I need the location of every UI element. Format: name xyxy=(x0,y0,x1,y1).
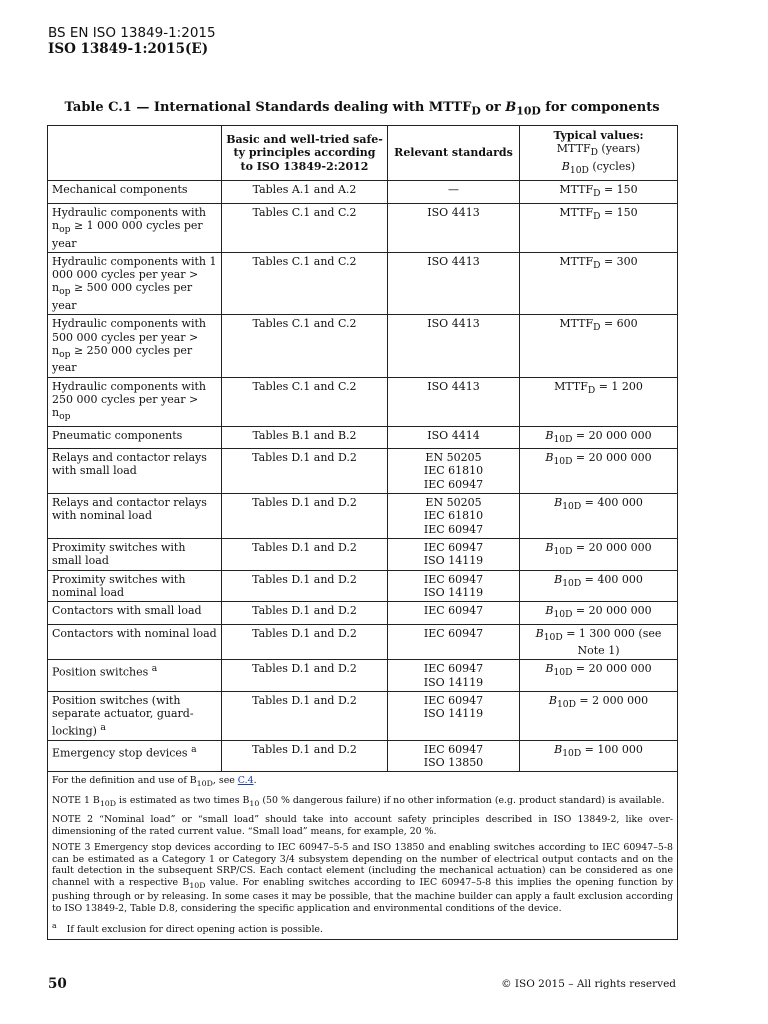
component-cell: Relays and contactor relays with nominal load xyxy=(48,494,222,539)
standards-cell: ISO 4413 xyxy=(388,252,520,314)
standards-cell: IEC 60947 ISO 14119 xyxy=(388,660,520,692)
standards-cell: EN 50205 IEC 61810 IEC 60947 xyxy=(388,494,520,539)
value-cell: $B_{10D} = 20$ 000 000 xyxy=(520,426,678,448)
principles-cell: Tables D.1 and D.2 xyxy=(222,570,388,602)
principles-cell: Tables C.1 and C.2 xyxy=(222,203,388,252)
value-cell: $B_{10D} = 400$ 000 xyxy=(520,570,678,602)
table-row xyxy=(48,426,678,448)
value-cell: $B_{10D} = 20$ 000 000 xyxy=(520,449,678,494)
standards-cell: IEC 60947 xyxy=(388,602,520,624)
component-cell: Relays and contactor relays with small load xyxy=(48,449,222,494)
value-cell: $MTTF_D = 150$ xyxy=(520,181,678,203)
clause-c4-link[interactable]: C.4 xyxy=(237,775,254,787)
value-cell: $B_{10D} = 20$ 000 000 xyxy=(520,660,678,692)
value-cell: $B_{10D} = 20$ 000 000 xyxy=(520,538,678,570)
footnote-a: $^a$ If fault exclusion for direct opening action is possible. xyxy=(52,920,323,935)
standards-cell: IEC 60947 xyxy=(388,624,520,660)
component-cell: Pneumatic components xyxy=(48,426,222,448)
standards-cell: IEC 60947 ISO 14119 xyxy=(388,538,520,570)
table-row xyxy=(48,252,678,314)
table-row xyxy=(48,203,678,252)
header-component xyxy=(48,126,222,181)
table-row xyxy=(48,494,678,539)
component-cell: Mechanical components xyxy=(48,181,222,203)
component-cell: Proximity switches with nominal load xyxy=(48,570,222,602)
table-header-row xyxy=(48,126,678,181)
component-cell: Hydraulic components with 250 000 cycles per year > $n_{op}$ xyxy=(48,377,222,426)
component-cell: Contactors with small load xyxy=(48,602,222,624)
value-cell: $MTTF_D = 300$ xyxy=(520,252,678,314)
principles-cell: Tables D.1 and D.2 xyxy=(222,624,388,660)
component-cell: Hydraulic components with 1 000 000 cycles per year > $n_{op} \ge 500$ 000 cycles per year xyxy=(48,252,222,314)
notes-row xyxy=(48,772,678,940)
principles-cell: Tables D.1 and D.2 xyxy=(222,449,388,494)
standards-cell: — xyxy=(388,181,520,203)
principles-cell: Tables A.1 and A.2 xyxy=(222,181,388,203)
value-cell: $B_{10D} = 400$ 000 xyxy=(520,494,678,539)
header-typical-values: Typical values: $MTTF_D$ (years) $B_{10D}$ (cycles) xyxy=(520,126,678,181)
principles-cell: Tables C.1 and C.2 xyxy=(222,315,388,377)
header-principles: Basic and well-tried safe-ty principles according to ISO 13849-2:2012 xyxy=(222,126,388,181)
definition-note: For the definition and use of $B_{10D}$, see C.4. xyxy=(52,775,257,788)
table-caption: Table C.1 — International Standards dealing with $MTTF_D$ or $B_{10D}$ for components xyxy=(64,100,660,118)
standards-cell: ISO 4414 xyxy=(388,426,520,448)
table-row xyxy=(48,538,678,570)
standard-designation: BS EN ISO 13849-1:2015 xyxy=(48,25,216,41)
table-row xyxy=(48,570,678,602)
table-notes xyxy=(48,772,678,940)
standards-cell: IEC 60947 ISO 13850 xyxy=(388,740,520,772)
component-cell: Hydraulic components with $n_{op} \ge 1$ 000 000 cycles per year xyxy=(48,203,222,252)
principles-cell: Tables B.1 and B.2 xyxy=(222,426,388,448)
value-cell: $MTTF_D = 600$ xyxy=(520,315,678,377)
note-1: NOTE 1 $B_{10D}$ is estimated as two times $B_{10}$ (50 % dangerous failure) if no other information (e.g. product standard) is available. xyxy=(52,794,665,808)
value-cell: $MTTF_D = 150$ xyxy=(520,203,678,252)
standards-cell: ISO 4413 xyxy=(388,315,520,377)
table-row xyxy=(48,691,678,740)
table-row xyxy=(48,181,678,203)
principles-cell: Tables D.1 and D.2 xyxy=(222,494,388,539)
value-cell: $B_{10D} = 100$ 000 xyxy=(520,740,678,772)
standards-cell: IEC 60947 ISO 14119 xyxy=(388,691,520,740)
value-cell: $MTTF_D = 1$ 200 xyxy=(520,377,678,426)
table-row xyxy=(48,660,678,692)
table-row xyxy=(48,449,678,494)
value-cell: $B_{10D} = 1$ 300 000 (see Note 1) xyxy=(520,624,678,660)
table-row xyxy=(48,740,678,772)
component-cell: Proximity switches with small load xyxy=(48,538,222,570)
principles-cell: Tables D.1 and D.2 xyxy=(222,538,388,570)
principles-cell: Tables D.1 and D.2 xyxy=(222,602,388,624)
component-cell: Hydraulic components with 500 000 cycles per year > $n_{op} \ge 250$ 000 cycles per year xyxy=(48,315,222,377)
component-cell: Position switches (with separate actuator, guard-locking) $^a$ xyxy=(48,691,222,740)
component-cell: Contactors with nominal load xyxy=(48,624,222,660)
principles-cell: Tables D.1 and D.2 xyxy=(222,740,388,772)
principles-cell: Tables C.1 and C.2 xyxy=(222,377,388,426)
note-3: NOTE 3 Emergency stop devices according to IEC 60947–5-5 and ISO 13850 and enabling switches according to IEC 60947–5-8 can be estimated as a Category 1 or Category 3/4 subsystem depending on the number of electrical output contacts and on the fault detection in the subsequent SRP/CS. Each contact element (including the mechanical actuation) can be considered as one channel with a respective $B_{10D}$ value. For enabling switches according to IEC 60947–5-8 this implies the opening function by pushing through or by releasing. In some cases it may be possible, that the machine builder can apply a fault exclusion according to ISO 13849-2, Table D.8, considering the specific application and environmental conditions of the device. xyxy=(52,842,673,915)
note-2: NOTE 2 “Nominal load” or “small load” should take into account safety principles described in ISO 13849-2, like over-dimensioning of the rated current value. “Small load” means, for example, 20 %. xyxy=(52,814,673,837)
standards-cell: IEC 60947 ISO 14119 xyxy=(388,570,520,602)
principles-cell: Tables D.1 and D.2 xyxy=(222,660,388,692)
standards-table xyxy=(47,125,678,940)
value-cell: $B_{10D} = 2$ 000 000 xyxy=(520,691,678,740)
standards-cell: ISO 4413 xyxy=(388,203,520,252)
document-number: ISO 13849-1:2015(E) xyxy=(48,41,209,57)
principles-cell: Tables C.1 and C.2 xyxy=(222,252,388,314)
component-cell: Position switches $^a$ xyxy=(48,660,222,692)
table-row xyxy=(48,315,678,377)
value-cell: $B_{10D} = 20$ 000 000 xyxy=(520,602,678,624)
standards-cell: ISO 4413 xyxy=(388,377,520,426)
page-number: 50 xyxy=(48,976,67,992)
table-row xyxy=(48,602,678,624)
principles-cell: Tables D.1 and D.2 xyxy=(222,691,388,740)
standards-cell: EN 50205 IEC 61810 IEC 60947 xyxy=(388,449,520,494)
table-row xyxy=(48,624,678,660)
header-standards: Relevant standards xyxy=(388,126,520,181)
copyright-notice: © ISO 2015 – All rights reserved xyxy=(501,978,676,990)
table-row xyxy=(48,377,678,426)
component-cell: Emergency stop devices $^a$ xyxy=(48,740,222,772)
